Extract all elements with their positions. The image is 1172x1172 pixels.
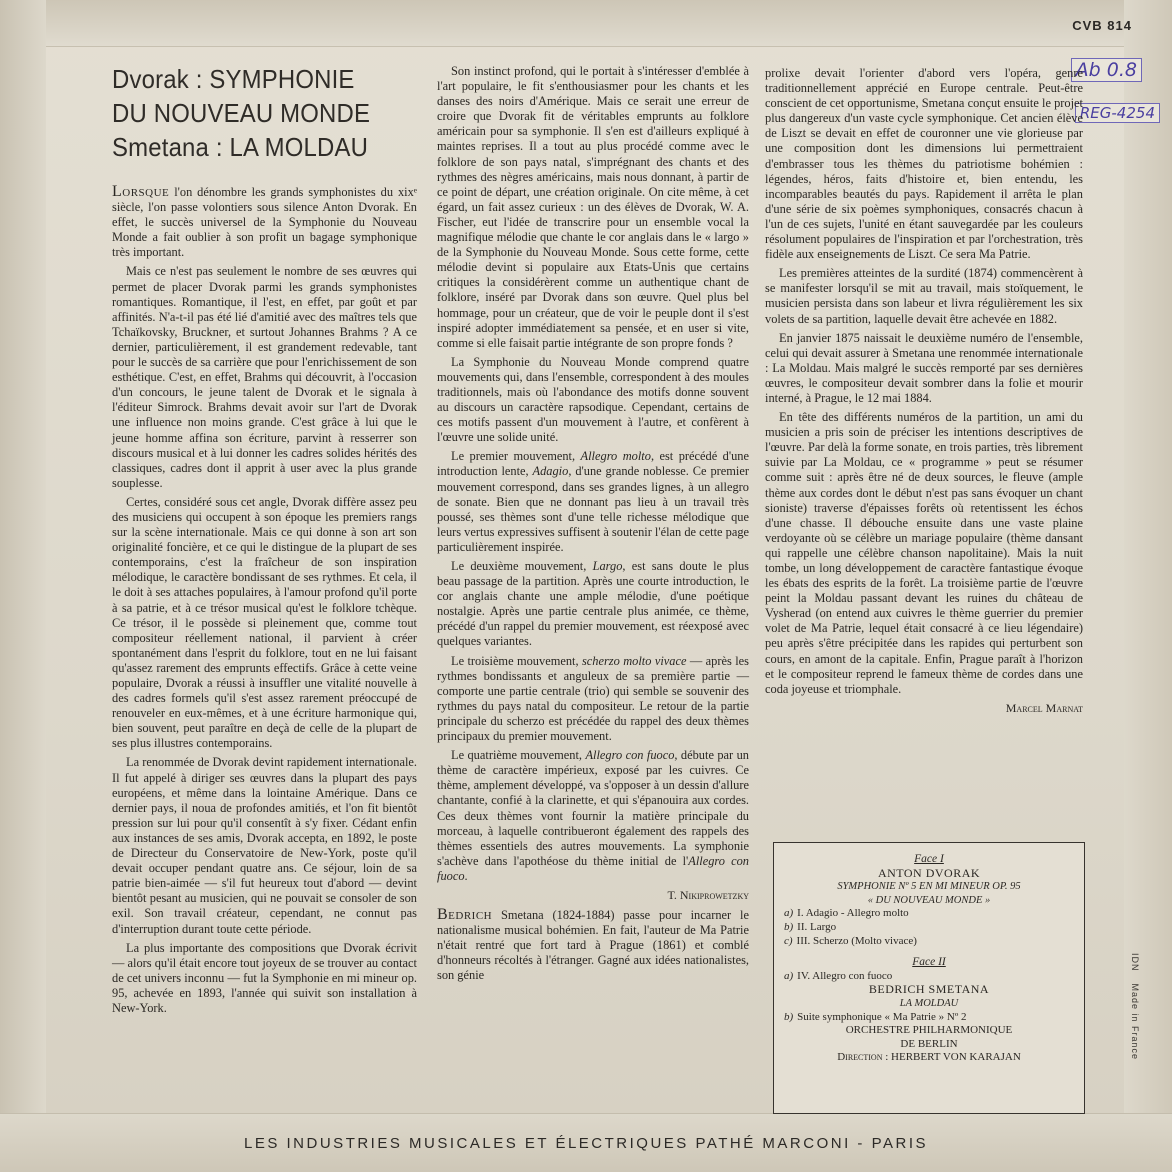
handwritten-price: Ab 0.8 [1071, 58, 1142, 82]
track-5-key: b) [784, 1010, 794, 1023]
album-title [112, 62, 393, 164]
p3-italic-1: Allegro molto [580, 449, 651, 464]
composer-smetana: BEDRICH SMETANA [868, 982, 990, 997]
col3-paragraph-3: En janvier 1875 naissait le deuxième numéro de l'ensemble, celui qui devait assurer à Smetana une renommée internationale : La Moldau. Mais malgré le succès remporté par ses dernières œuvres, le compositeur devait sombrer dans la folie et mourir interné, à Prague, le 12 mai 1884. [765, 330, 1083, 405]
col2-paragraph-5 [437, 654, 749, 745]
col3-paragraph-2: Les premières atteintes de la surdité (1874) commencèrent à se manifester lorsqu'il se mit au travail, mais stoïquement, le musicien persista dans son labeur et livra régulièrement les six volets de sa partition, laquelle devait être achevée en 1882. [765, 266, 1083, 326]
p3-text-b: , est précédé d'une introduction lente, [437, 449, 749, 479]
face-2-label: Face II [912, 956, 946, 969]
side-print [1130, 941, 1140, 1060]
work-dvorak: SYMPHONIE Nº 5 EN MI MINEUR OP. 95 [837, 881, 1021, 893]
p6-text-a: Le quatrième mouvement, [451, 748, 586, 763]
col3-paragraph-1: prolixe devait l'orienter d'abord vers l'opéra, genre traditionnellement apprécié en Europe centrale. Peut-être conscient de cet opportunisme, Smetana conçut ensuite le projet plus dangereux d'un vaste cycle symphonique. Cet ancien élève de Liszt se devait en effet de couronner une vie glorieuse par une composition dont les dimensions lui permettraient d'embrasser tous les thèmes du patriotisme bohémien : légendes, héros, faits d'histoire et, bien entendu, les incomparables beautés du pays. Rapidement il arrêta le plan d'une série de six poèmes symphoniques, consacrés chacun à l'un de ces sujets, l'unité en étant sauvegardée par les couleurs résolument populaires de l'inspiration et par l'orchestration, très fidèle aux enseignements de Liszt. Ce sera Ma Patrie. [765, 66, 1083, 262]
col2-paragraph-1: Son instinct profond, qui le portait à s'intéresser d'emblée à l'art populaire, le fit s'enthousiasmer pour les chants et les danses des noirs d'Amérique. Mais ce serait une erreur de croire que Dvorak fit de véritables emprunts au folklore américain pour sa symphonie. Il s'en est d'ailleurs expliqué à maintes reprises. Il a tout au plus procédé comme avec le folklore de son pays natal, s'imprégnant des chants et des rythmes des nègres américains, mais nous donnant, à partir de ce point de départ, une création originale. On cite même, à cet égard, un fait assez curieux : un des élèves de Dvorak, W. A. Fischer, eut l'idée de transcrire pour un ensemble vocal la magnifique mélodie que chante le cor anglais dans le « largo » de la Symphonie du Nouveau Monde. Sous cette forme, cette mélodie devint si populaire aux Etats-Unis que certains critiques la considérèrent comme un authentique chant de folklore, inséré par Dvorak dans son œuvre. Quel plus bel hommage, pour un créateur, que de voir le peuple dont il s'est inspiré adopter immédiatement sa pensée, et en user si vite, comme si elle faisait partie intégrante de son propre fonds ? [437, 64, 749, 350]
p4-text-b: , est sans doute le plus beau passage de la partition. Après une courte introduction, le cor anglais chante une ample mélodie, d'une poétique nostalgie. Après une partie centrale plus animée, ce thème, précédé d'un rappel du premier mouvement, est réexposé avec quelques variantes. [437, 559, 749, 649]
title-composer-2: Smetana : [112, 132, 230, 162]
title-work-2: LA MOLDAU [229, 132, 369, 162]
col1-paragraph-5: La plus importante des compositions que Dvorak écrivit — alors qu'il était encore tout joyeux de se trouver au contact de cet univers inconnu — fut la Symphonie en mi mineur op. 95, achevée en 1893, l'année qui suivit son installation à New-York. [112, 940, 417, 1015]
col2-dropcap: Bedrich [437, 906, 493, 924]
side-print-code: IDN [1130, 952, 1140, 972]
col2-paragraph-3 [437, 449, 749, 555]
title-composer-1: Dvorak : [112, 64, 210, 94]
p3-text-a: Le premier mouvement, [451, 449, 581, 464]
p3-text-c: , d'une grande noblesse. Ce premier mouvement correspond, dans ses grandes lignes, à un allegro de sonate. Bien que ne donnant pas lieu à un travail très poussé, ses thèmes sont d'une telle richesse mélodique que leurs vertus expressives suffisent à soutenir l'élan de cette page particulièrement inspirée. [437, 464, 750, 554]
track-4-key: a) [784, 969, 794, 982]
p5-italic: scherzo molto vivace [581, 653, 687, 668]
col2-paragraph-4 [437, 559, 749, 650]
p4-italic: Largo [592, 559, 623, 573]
orchestra-line-1: ORCHESTRE PHILHARMONIQUE [845, 1024, 1013, 1037]
sleeve-top-edge [0, 0, 1172, 47]
col2-paragraph-7 [437, 907, 749, 983]
column-1 [112, 62, 417, 1020]
col1-paragraph-1-text: l'on dénombre les grands symphonistes du xixᵉ siècle, l'on passe volontiers sous silence Anton Dvorak. En effet, le succès universel de la Symphonie du Nouveau Monde a fait oublier à son profit un bagage symphonique très important. [112, 185, 417, 260]
work-smetana: LA MOLDAU [899, 997, 959, 1009]
p4-text-a: Le deuxième mouvement, [451, 559, 593, 573]
p6-text-b: , débute par un thème de caractère impérieux, exposé par les cuivres. Ce thème, amplement développé, va s'opposer à un dessin d'allure chantante, confié à la clarinette, et qui s'épanouira aux cordes. Ces deux thèmes vont fournir la matière principale du morceau, à laquelle contribueront également des rappels des thèmes essentiels des autres mouvements. La symphonie s'achève dans l'apothéose du thème initial de l' [437, 748, 749, 868]
side-print-origin: Made in France [1130, 983, 1140, 1060]
title-work-1: SYMPHONIE [209, 64, 355, 94]
col3-signature: Marcel Marnat [1005, 700, 1083, 715]
track-4 [774, 970, 1084, 984]
track-3 [774, 935, 1084, 949]
track-2-title: II. Largo [797, 920, 837, 933]
col3-paragraph-4: En tête des différents numéros de la partition, un ami du musicien a pris soin de préciser les intentions descriptives de l'œuvre. Par delà la forme sonate, en trois parties, très librement suivie par La Moldau, ce « programme » peut se résumer comme suit : après être né de deux sources, le fleuve (ample thème aux cordes dont le début n'est pas sans évoquer un chant sioniste) traverse d'épaisses forêts où retentissent les échos d'une chasse. Il débouche ensuite dans une vaste plaine verdoyante où se célèbre un mariage populaire (thème dansant qui rappelle une célèbre chanson napolitaine). Mais la nuit tombe, un long développement de caractère fantastique évoque les ébats des esprits de la forêt. La troisième partie de l'œuvre peint la Moldau passant devant les ruines du château de Vysherad (on entend aux cuivres le thème guerrier du premier volet de Ma Patrie, lequel était consacré à ce lieu légendaire) peu après s'être précipitée dans les rapides qui perturbent son cours, en amont de la capitale. Enfin, Prague paraît à l'horizon et le compositeur reprend le fameux thème de cordes dans une coda joyeuse et triomphale. [765, 410, 1083, 696]
col1-paragraph-3: Certes, considéré sous cet angle, Dvorak diffère assez peu des musiciens qui occupent à son époque les premiers rangs sur la scène internationale. Mais ce qui donne à son art son originalité foncière, et ce qui le distingue de la plupart de ses contemporains, c'est la fraîcheur de son inspiration mélodique, le caractère bondissant de ses rythmes. Et cela, il le doit à ses attaches populaires, à l'amour profond qu'il porte à sa patrie, et à ce trésor musical qu'est le folklore tchèque. Ce trésor, il le possède si pleinement que, comme tout compositeur réellement national, il parvient à créer spontanément dans l'esprit du folklore, tout en ne lui faisant qu'assez rarement des emprunts effectifs. Grâce à cette veine populaire, Dvorak a réussi à insuffler une vitalité nouvelle à des cadres formels qu'il s'est assez rarement préoccupé de renouveler en eux-mêmes, et à une écriture harmonique qui, bien souvent, peut paraître en deçà de celle de la plupart de ses plus illustres contemporains. [112, 494, 417, 751]
col1-paragraph-1 [112, 184, 417, 260]
track-5-title: Suite symphonique « Ma Patrie » Nº 2 [797, 1010, 967, 1023]
p3-italic-2: Adagio [532, 464, 569, 479]
track-5 [774, 1011, 1084, 1025]
track-1-title: I. Adagio - Allegro molto [797, 907, 909, 920]
track-2 [774, 921, 1084, 935]
track-3-title: III. Scherzo (Molto vivace) [796, 934, 917, 947]
col1-dropcap: Lorsque [112, 183, 170, 200]
track-2-key: b) [784, 920, 794, 933]
p5-text-b: — après les rythmes bondissants et anguleux de sa première partie — comporte une partie centrale (trio) qui semble se souvenir des rythmes du pays natal du compositeur. Le retour de la partie principale du scherzo est précédée du rappel des deux thèmes principaux du premier mouvement. [437, 653, 749, 744]
face-1-label: Face I [914, 853, 944, 865]
p6-text-c: . [464, 868, 468, 883]
col2-paragraph-6 [437, 748, 749, 884]
catalog-number: CVB 814 [1072, 18, 1132, 33]
title-line-3 [112, 130, 393, 164]
track-1 [774, 907, 1084, 921]
col2-paragraph-7-text: Smetana (1824-1884) passe pour incarner le nationalisme musical bohémien. En fait, l'auteur de Ma Patrie n'était rentré que fort tard à Prague (1861) et comblé d'honneurs récoltés à l'étranger. Gagné aux idées nationalistes, son génie [437, 908, 749, 983]
publisher-footer: LES INDUSTRIES MUSICALES ET ÉLECTRIQUES PATHÉ MARCONI - PARIS [244, 1135, 928, 1152]
column-2 [437, 64, 749, 988]
track-3-key: c) [784, 934, 793, 947]
sleeve-left-edge [0, 0, 46, 1172]
handwritten-reference: REG-4254 [1075, 103, 1160, 123]
work-dvorak-subtitle: « DU NOUVEAU MONDE » [867, 894, 991, 906]
title-line-2: DU NOUVEAU MONDE [112, 98, 371, 128]
track-4-title: IV. Allegro con fuoco [797, 969, 893, 982]
composer-dvorak: ANTON DVORAK [877, 865, 981, 880]
tracklist-box [773, 842, 1085, 1114]
col2-paragraph-2: La Symphonie du Nouveau Monde comprend quatre mouvements qui, dans l'ensemble, correspondent à des moules traditionnels, mais où l'abondance des motifs donne souvent au discours un caractère rapsodique. Cependant, certains de ces motifs passent d'un mouvement à l'autre, et confèrent à l'œuvre une solide unité. [437, 354, 749, 445]
conductor: Direction : HERBERT VON KARAJAN [837, 1051, 1021, 1064]
p6-italic: Allegro con fuoco [585, 748, 675, 763]
col1-paragraph-4: La renommée de Dvorak devint rapidement internationale. Il fut appelé à diriger ses œuvres dans la plupart des pays européens, et même dans la lointaine Amérique. Dans ce dernier pays, il noua de profondes amitiés, et l'on fit bientôt pression sur lui pour qu'il consentît à s'y fixer. Cédant enfin aux instances de ses amis, Dvorak accepta, en 1892, le poste de Directeur du Conservatoire de New-York, poste qu'il devait occuper pendant quatre ans. Ce séjour, loin de sa patrie bien-aimée — s'il fut heureux tout d'abord — devint bientôt pesant au musicien, qui ne pouvait se consoler de son exil. Son travail créateur, cependant, ne connut pas d'interruption durant toute cette période. [112, 755, 417, 936]
column-3 [765, 66, 1083, 720]
p5-text-a: Le troisième mouvement, [451, 653, 582, 668]
track-1-key: a) [784, 907, 794, 920]
title-line-1 [112, 62, 393, 96]
col1-paragraph-2: Mais ce n'est pas seulement le nombre de ses œuvres qui permet de placer Dvorak parmi les grands symphonistes romantiques. Romantique, il l'est, en effet, par goût et par affinités. N'a-t-il pas été lié d'amitié avec des maîtres tels que Tchaïkovsky, Bruckner, et surtout Johannes Brahms ? A ce dernier, particulièrement, il est grandement redevable, tant pour le succès de sa carrière que pour l'enrichissement de son esthétique. C'est, en effet, Brahms qui découvrit, à l'occasion d'un concours, le jeune talent de Dvorak et le signala à l'éditeur Simrock. Brahms devait avoir sur l'art de Dvorak une influence non moins grande. C'est grâce à lui que le jeune homme affina son écriture, parvint à resserrer son discours musical et à lui donner les cadres solides hérités des classiques, cadres dont il apprit à user avec la plus grande souplesse. [112, 264, 417, 490]
orchestra-line-2: DE BERLIN [900, 1037, 958, 1050]
col2-signature: T. Nikiprowetzky [667, 887, 749, 902]
p6-italic-2: Allegro con fuoco [437, 853, 749, 883]
